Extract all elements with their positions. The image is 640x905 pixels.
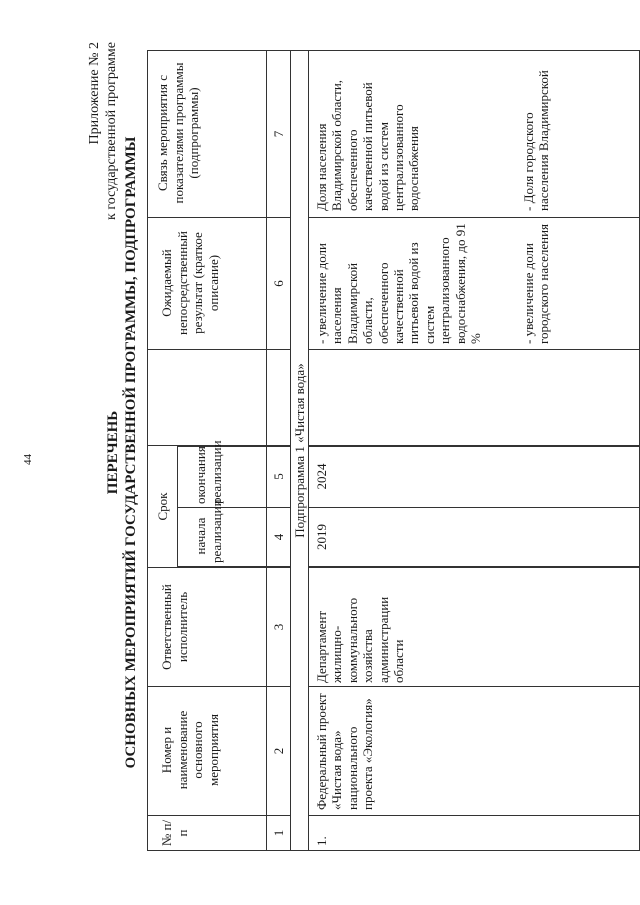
row-result-2: - увеличение доли городского населения (521, 223, 552, 344)
header-term-end: окончания реализации (193, 440, 224, 504)
col5-body-line (308, 349, 640, 446)
colnum-6: 6 (271, 280, 286, 287)
appendix-line-1: Приложение № 2 (87, 42, 102, 145)
header-num: № п/п (159, 819, 190, 847)
header-result: Ожидаемый непосредственный результат (краткое описание) (159, 231, 221, 335)
title-line-2: ОСНОВНЫХ МЕРОПРИЯТИЙ ГОСУДАРСТВЕННОЙ ПРОГРАММЫ, ПОДПРОГРАММЫ (123, 136, 139, 769)
colnum-1: 1 (271, 829, 286, 837)
subprogram-title: Подпрограмма 1 «Чистая вода» (292, 363, 307, 538)
measures-table (147, 50, 640, 851)
header-executor: Ответственный исполнитель (159, 584, 190, 670)
appendix-line-2: к государственной программе (104, 42, 119, 220)
page-number: 44 (22, 454, 34, 465)
header-term-start: начала реализации (193, 499, 224, 563)
colnum-5: 5 (271, 473, 286, 480)
col5-line (147, 349, 291, 446)
header-name: Номер и наименование основного мероприятия (159, 710, 221, 790)
colnum-7: 7 (271, 130, 286, 138)
row-executor: Департамент жилищно-коммунального хозяйства администрации области (314, 596, 407, 683)
page-title (104, 0, 140, 905)
row-link-2: - Доля городского населения Владимирской (521, 70, 552, 211)
row-result-1: - увеличение доли населения Владимирской области, обеспеченного качественной питьевой водой из систем централизованного водоснабжения, до 91 % (314, 223, 484, 344)
colnum-3: 3 (271, 623, 286, 631)
colnum-4: 4 (271, 533, 286, 541)
row-number: 1. (314, 836, 329, 846)
header-link: Связь мероприятия с показателями программы (подпрограммы) (155, 62, 201, 204)
row-link-1: Доля населения Владимирской области, обеспеченного качественной питьевой водой из систем централизованного водоснабжения (314, 79, 422, 211)
row-measure-name: Федеральный проект «Чистая вода» национального проекта «Экология» (314, 693, 376, 810)
colnum-2: 2 (271, 747, 286, 755)
header-term: Срок (155, 492, 170, 521)
title-line-1: ПЕРЕЧЕНЬ (105, 410, 121, 495)
row-end-year: 2024 (314, 463, 329, 490)
term-col-body-line (308, 507, 640, 567)
col1-body-line (308, 815, 640, 851)
row-start-year: 2019 (314, 524, 329, 550)
